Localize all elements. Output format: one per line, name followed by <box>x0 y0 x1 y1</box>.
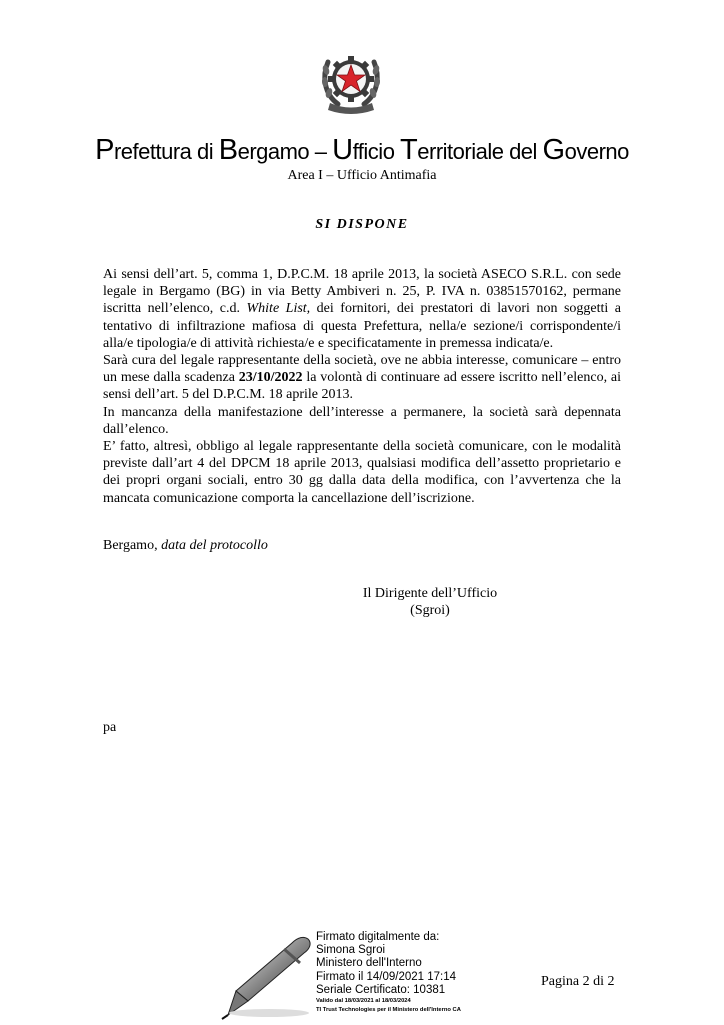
title-initial: T <box>400 134 418 166</box>
paragraph-depennata: In mancanza della manifestazione dell’interesse a permanere, la società sarà depennata dall’elenco. <box>103 404 621 437</box>
sig-organization: Ministero dell'Interno <box>316 957 422 970</box>
sig-timestamp: Firmato il 14/09/2021 17:14 <box>316 970 457 983</box>
text-run: Ai sensi dell’art. 5, comma 1, D.P.C.M. 18 aprile 2013, la società ASECO S.R.L. con sede legale in Bergamo (BG) in via Betty Ambiveri n. 25, P. IVA n. 03851570162, permane iscritta nell’elenco, c.d. <box>103 267 621 317</box>
signer-role: Il Dirigente dell’Ufficio <box>362 586 498 601</box>
title-text: fficio <box>352 139 401 164</box>
text-run: la volontà di continuare ad essere iscritto nell’elenco, ai sensi dell’art. 5 del D.P.C.M. 18 aprile 2013. <box>103 370 621 403</box>
text-run: dei fornitori, dei prestatori di lavori non soggetti a tentativo di infiltrazione mafiosa di questa Prefettura, nella/e sezione/i corrispondente/i alla/e tipologia/e di attività richiesta/e e specificatamente in premessa indicata/e. <box>103 301 621 351</box>
sig-signer: Simona Sgroi <box>316 944 386 957</box>
title-initial: U <box>332 134 353 166</box>
sig-validity: Valido dal 18/03/2021 al 18/03/2024 <box>316 998 411 1005</box>
section-heading: SI DISPONE <box>315 217 409 232</box>
pen-icon <box>214 935 314 1020</box>
signer-block <box>340 585 520 619</box>
place-date <box>103 538 268 554</box>
paragraph-iscrizione <box>103 266 621 352</box>
title-initial: P <box>95 134 114 166</box>
office-title <box>0 134 724 167</box>
title-text: erritoriale del <box>417 139 543 164</box>
title-text: refettura di <box>113 139 219 164</box>
paragraph-scadenza <box>103 352 621 404</box>
signer-name: (Sgroi) <box>410 603 450 618</box>
sig-line: Firmato digitalmente da: <box>316 931 440 943</box>
page-number: Pagina 2 di 2 <box>541 974 615 989</box>
office-subtitle: Area I – Ufficio Antimafia <box>287 168 437 183</box>
title-text: ergamo – <box>237 139 333 164</box>
white-list-term: White List, <box>246 301 311 317</box>
expiry-date: 23/10/2022 <box>238 370 303 386</box>
place-name: Bergamo, <box>103 538 158 553</box>
title-text: overno <box>564 139 629 164</box>
sig-ca: TI Trust Technologies per il Ministero dell'Interno CA <box>316 1007 461 1014</box>
text-run: Sarà cura del legale rappresentante della società, ove ne abbia interesse, comunicare – entro un mese dalla scadenza <box>103 353 621 386</box>
republic-emblem-icon <box>320 50 382 116</box>
sig-certificate: Seriale Certificato: 10381 <box>316 983 446 996</box>
title-initial: B <box>218 134 238 166</box>
author-initials: pa <box>103 720 117 735</box>
title-initial: G <box>542 134 565 166</box>
paragraph-obbligo: E’ fatto, altresì, obbligo al legale rappresentante della società comunicare, con le modalità previste dall’art 4 del DPCM 18 aprile 2013, qualsiasi modifica dell’assetto proprietario e dei propri organi sociali, entro 30 gg dalla data della modifica, con l’avvertenza che la mancata comunicazione comporta la cancellazione dell’iscrizione. <box>103 439 621 506</box>
digital-signature-block <box>316 931 461 1015</box>
document-body <box>103 266 621 507</box>
date-note: data del protocollo <box>161 538 268 553</box>
